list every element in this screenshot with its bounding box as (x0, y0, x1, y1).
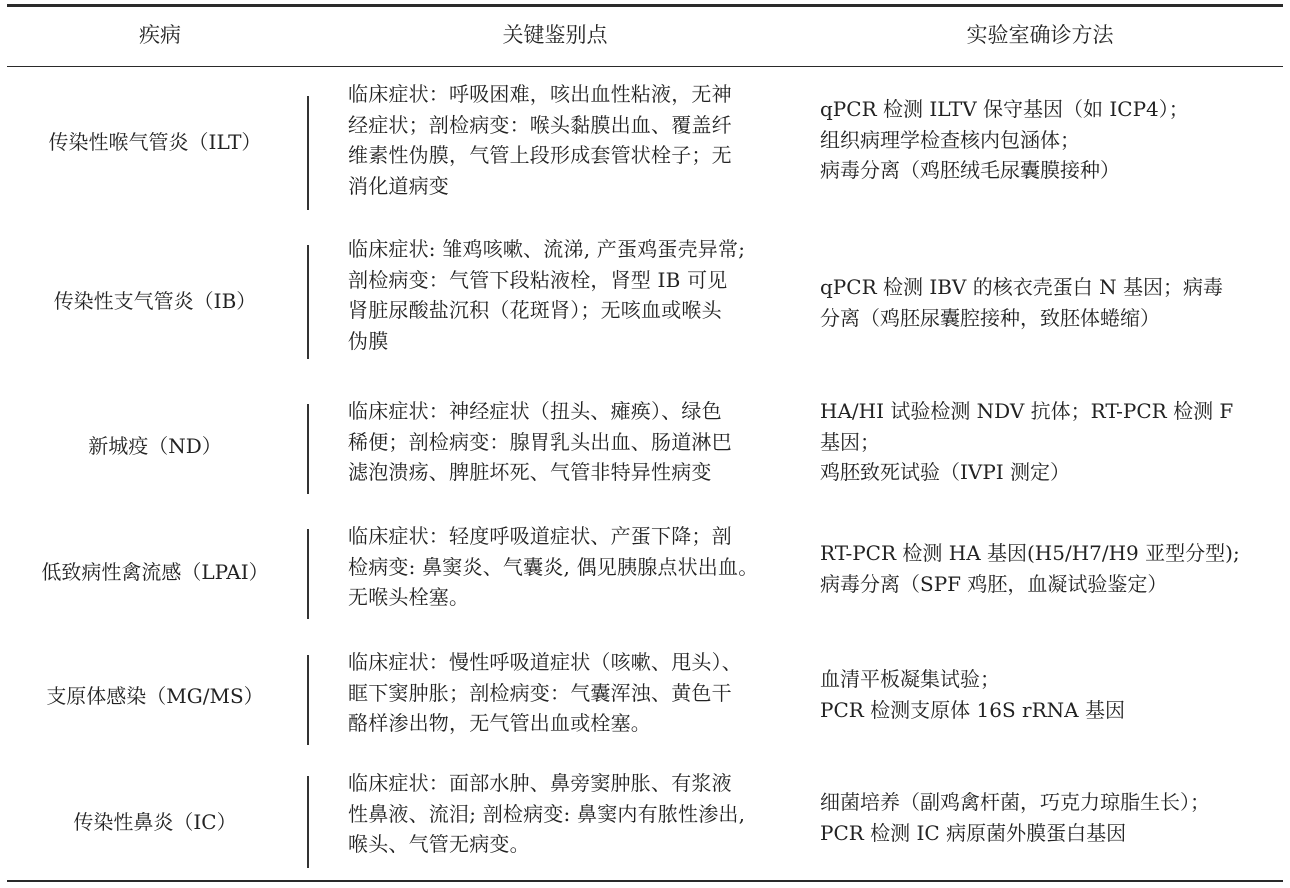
row-divider (307, 245, 309, 359)
header-key-points: 关键鉴别点 (502, 23, 608, 47)
key-points-line: 喉头、气管无病变。 (348, 832, 530, 856)
key-points-line: 临床症状：呼吸困难，咳出血性粘液，无神 (348, 82, 732, 106)
lab-method-cell (820, 396, 1280, 488)
row-divider (307, 776, 309, 868)
row-divider (307, 404, 309, 494)
key-points-cell (348, 521, 793, 613)
key-points-line: 临床症状: 雏鸡咳嗽、流涕, 产蛋鸡蛋壳异常; (348, 237, 746, 261)
key-points-line: 临床症状：面部水肿、鼻旁窦肿胀、有浆液 (348, 771, 732, 795)
key-points-line: 剖检病变：气管下段粘液栓，肾型 IB 可见 (348, 267, 728, 292)
key-points-line: 稀便；剖检病变：腺胃乳头出血、肠道淋巴 (348, 429, 732, 454)
lab-method-line: 血清平板凝集试验； (820, 667, 1000, 691)
key-points-line: 伪膜 (348, 328, 389, 353)
lab-method-line: 分离（鸡胚尿囊腔接种，致胚体蜷缩） (820, 305, 1160, 330)
key-points-cell (348, 79, 793, 201)
disease-name: 支原体感染（MG/MS） (46, 684, 264, 708)
lab-method-line: PCR 检测 IC 病原菌外膜蛋白基因 (820, 820, 1127, 845)
lab-method-cell (820, 94, 1280, 186)
header-disease: 疾病 (139, 23, 181, 47)
key-points-line: 眶下窦肿胀；剖检病变：气囊浑浊、黄色干 (348, 680, 732, 705)
lab-method-cell (820, 787, 1280, 848)
key-points-line: 临床症状：轻度呼吸道症状、产蛋下降；剖 (348, 524, 732, 548)
row-divider (307, 655, 309, 745)
key-points-cell (348, 768, 793, 860)
row-divider (307, 96, 309, 210)
table-top-rule (7, 4, 1283, 7)
disease-name: 传染性支气管炎（IB） (53, 289, 257, 313)
key-points-line: 临床症状：神经症状（扭头、瘫痪）、绿色 (348, 399, 722, 423)
lab-method-line: PCR 检测支原体 16S rRNA 基因 (820, 697, 1125, 722)
lab-method-cell (820, 272, 1280, 333)
disease-name: 传染性喉气管炎（ILT） (48, 130, 262, 154)
disease-name: 新城疫（ND） (88, 434, 222, 458)
lab-method-line: RT-PCR 检测 HA 基因(H5/H7/H9 亚型分型); (820, 541, 1240, 565)
key-points-line: 肾脏尿酸盐沉积（花斑肾）；无咳血或喉头 (348, 298, 722, 322)
table-header-rule (7, 66, 1283, 67)
lab-method-line: 病毒分离（鸡胚绒毛尿囊膜接种） (820, 158, 1120, 182)
disease-name: 低致病性禽流感（LPAI） (41, 560, 269, 584)
key-points-line: 经症状；剖检病变：喉头黏膜出血、覆盖纤 (348, 112, 732, 137)
lab-method-line: HA/HI 试验检测 NDV 抗体；RT-PCR 检测 F (820, 399, 1234, 423)
key-points-line: 维素性伪膜，气管上段形成套管状栓子；无 (348, 143, 732, 167)
key-points-line: 性鼻液、流泪; 剖检病变: 鼻窦内有脓性渗出, (348, 801, 746, 826)
lab-method-line: 基因； (820, 429, 880, 454)
key-points-line: 滤泡溃疡、脾脏坏死、气管非特异性病变 (348, 460, 712, 484)
key-points-line: 无喉头栓塞。 (348, 585, 470, 609)
key-points-cell (348, 234, 793, 356)
lab-method-line: qPCR 检测 ILTV 保守基因（如 ICP4）； (820, 97, 1189, 121)
lab-method-line: qPCR 检测 IBV 的核衣壳蛋白 N 基因；病毒 (820, 275, 1223, 299)
key-points-line: 酪样渗出物，无气管出血或栓塞。 (348, 711, 651, 735)
key-points-cell (348, 647, 793, 739)
table-bottom-rule (7, 880, 1283, 882)
lab-method-cell (820, 538, 1280, 599)
header-lab-method: 实验室确诊方法 (966, 23, 1114, 47)
lab-method-line: 细菌培养（副鸡禽杆菌，巧克力琼脂生长）； (820, 790, 1210, 814)
key-points-line: 临床症状：慢性呼吸道症状（咳嗽、甩头）、 (348, 650, 742, 674)
key-points-line: 消化道病变 (348, 173, 449, 198)
row-divider (307, 529, 309, 619)
key-points-cell (348, 396, 793, 488)
lab-method-line: 组织病理学检查核内包涵体； (820, 127, 1080, 152)
disease-name: 传染性鼻炎（IC） (73, 810, 237, 834)
key-points-line: 检病变: 鼻窦炎、气囊炎, 偶见胰腺点状出血。 (348, 554, 759, 579)
lab-method-cell (820, 664, 1280, 725)
lab-method-line: 鸡胚致死试验（IVPI 测定） (820, 460, 1071, 484)
lab-method-line: 病毒分离（SPF 鸡胚，血凝试验鉴定） (820, 571, 1168, 596)
